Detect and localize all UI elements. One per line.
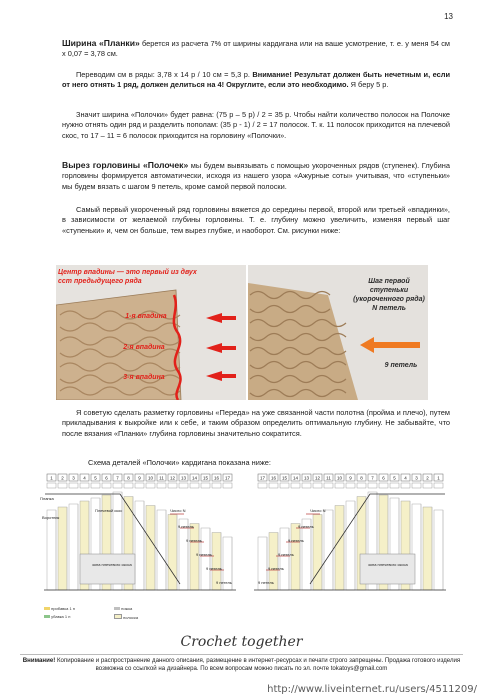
column-number-box [379,474,388,481]
column-number-box [401,474,410,481]
column-marker-box [113,483,122,488]
column-number-box [201,474,210,481]
column-number-box [258,474,267,481]
svg-text:7: 7 [371,475,374,481]
svg-text:3: 3 [415,475,418,481]
copyright-footer [20,657,463,673]
diagram-left-shoulder-label: Плечевой скос [95,508,123,513]
diagram-left-step-4: 9 петель [206,566,222,571]
column-number-box [168,474,177,481]
column-number-box [58,474,67,481]
column-number-box [423,474,432,481]
column-number-box [280,474,289,481]
stripe [423,507,432,590]
column-marker-box [390,483,399,488]
stripe [346,501,355,590]
short-rows-paragraph: Самый первый укороченный ряд горловины вяжется до середины первой, второй или третьей «впадинки», в зависимости от желаемой глубины горловины. Т. е. глубину можно увеличить, изменяя первый шаг «ступеньки» и, чем он больше, тем вырез глубже, и наоборот. См. рисунки ниже: [62,205,450,235]
column-marker-box [91,483,100,488]
svg-text:1: 1 [437,475,440,481]
column-marker-box [80,483,89,488]
svg-text:11: 11 [326,475,331,481]
stripe [168,515,177,591]
svg-text:12: 12 [169,475,176,481]
crochet-together-logo: Crochet together [180,634,303,650]
diagram-left-collar-label: Воротник [42,515,60,520]
column-number-box [368,474,377,481]
svg-text:2: 2 [61,475,64,481]
column-number-box [324,474,333,481]
stripe [58,507,67,590]
column-marker-box [280,483,289,488]
column-number-box [113,474,122,481]
diagram-right-step-4: 9 петель [268,566,284,571]
rows-tail: Я беру 5 р. [348,80,389,90]
stripe [434,510,443,590]
placket-body: берется из расчета 7% от ширины кардигана или на ваше усмотрение, т. е. у меня 54 см х 0,07 = 3,78 см. [62,39,450,59]
diagram-right-step-3: 9 петель [278,552,294,557]
hollow-label-3: 3-я впадина [123,374,165,381]
column-marker-box [346,483,355,488]
column-marker-box [313,483,322,488]
diagram-left-step-3: 9 петель [196,552,212,557]
diagram-right-svg [250,472,450,602]
svg-text:8: 8 [127,475,130,481]
knit-photo-left [56,265,246,400]
legend-item-dec [44,614,124,619]
front-diagram-right [250,472,450,607]
svg-text:14: 14 [191,475,198,481]
legend-leg-label: ножка [121,606,133,611]
column-number-box [102,474,111,481]
column-number-box [357,474,366,481]
stripe [201,528,210,590]
page-number: 13 [444,12,453,21]
column-marker-box [269,483,278,488]
column-marker-box [258,483,267,488]
column-number-box [291,474,300,481]
svg-text:5: 5 [94,475,97,481]
svg-text:16: 16 [270,475,277,481]
svg-text:10: 10 [147,475,154,481]
diagram-left-zone-label: зона плечевого скоса [92,562,132,567]
svg-text:9: 9 [138,475,141,481]
column-marker-box [179,483,188,488]
svg-text:4: 4 [404,475,407,481]
stripe [313,515,322,591]
column-marker-box [124,483,133,488]
rows-paragraph [62,70,450,91]
column-marker-box [157,483,166,488]
diagram-left-step-1: 9 петель [178,524,194,529]
column-marker-box [291,483,300,488]
svg-text:17: 17 [259,475,266,481]
column-number-box [313,474,322,481]
column-marker-box [357,483,366,488]
stripe [302,519,311,590]
svg-text:6: 6 [382,475,385,481]
right-photo-caption: Шаг первой ступеньки (укороченного ряда) N петель [353,278,425,312]
column-number-box [91,474,100,481]
column-marker-box [401,483,410,488]
svg-text:1: 1 [50,475,53,481]
column-marker-box [58,483,67,488]
hollow-label-2: 2-я впадина [123,344,165,351]
svg-text:17: 17 [224,475,231,481]
hollow-label-1: 1-я впадина [125,313,167,320]
svg-text:13: 13 [180,475,187,481]
front-width-paragraph: Значит ширина «Полочки» будет равна: (75 р – 5 р) / 2 = 35 р. Чтобы найти количество полосок на Полочке нужно отнять один ряд и разделить пополам: (35 р - 1) / 2 = 17 полосок. Т. к. 11 полосок приходится на плечевой скос, то 17 – 11 = 6 полосок приходится на горловину «Полочки». [62,110,450,140]
column-marker-box [379,483,388,488]
rows-text: Переводим см в ряды: 3,78 х 14 р / 10 см = 5,3 р. [76,70,253,79]
svg-text:14: 14 [292,475,299,481]
diagram-left-placket-label: Планка [40,496,54,501]
column-number-box [335,474,344,481]
column-marker-box [368,483,377,488]
column-number-box [223,474,232,481]
neckline-paragraph [62,160,450,192]
diagram-right-step-5: 9 петель [258,580,274,585]
column-number-box [69,474,78,481]
legend-item-stripe [114,614,194,620]
stripe [69,504,78,590]
stripe [335,506,344,591]
svg-text:13: 13 [303,475,310,481]
column-marker-box [335,483,344,488]
column-marker-box [102,483,111,488]
column-number-box [80,474,89,481]
column-marker-box [168,483,177,488]
svg-text:11: 11 [159,475,164,481]
legend-stripe-label: полоска [123,615,139,620]
column-number-box [124,474,133,481]
column-number-box [412,474,421,481]
column-marker-box [434,483,443,488]
knit-photo-right [248,265,428,400]
footer-divider [20,654,463,655]
stripe [157,510,166,590]
diagram-left-step-2: 9 петель [186,538,202,543]
stripe [324,510,333,590]
column-marker-box [212,483,221,488]
svg-text:8: 8 [360,475,363,481]
column-number-box [390,474,399,481]
column-marker-box [412,483,421,488]
schema-title: Схема деталей «Полочки» кардигана показана ниже: [88,458,271,467]
svg-text:10: 10 [336,475,343,481]
svg-text:2: 2 [426,475,429,481]
column-marker-box [190,483,199,488]
legend-item-leg [114,606,194,611]
diagram-right-stepN: Число N [310,508,326,513]
column-number-box [146,474,155,481]
column-number-box [269,474,278,481]
column-number-box [47,474,56,481]
svg-text:15: 15 [202,475,209,481]
column-marker-box [47,483,56,488]
svg-text:3: 3 [72,475,75,481]
column-number-box [302,474,311,481]
column-marker-box [135,483,144,488]
neckline-body: мы будем вывязывать с помощью укороченных рядов (ступенек). Глубина горловины формируется автоматически, исходя из нашего узора «Ажурные соты» учитывая, что «ступеньки» мы будем вязать с шагом 9 петель, кроме самой первой полоски. [62,161,450,191]
diagram-left-svg [40,472,240,602]
stripe [135,501,144,590]
column-marker-box [201,483,210,488]
column-marker-box [423,483,432,488]
shoulder-zone [360,554,415,584]
column-number-box [135,474,144,481]
legend-item-inc [44,606,124,611]
markup-advice-paragraph: Я советую сделать разметку горловины «Переда» на уже связанной части полотна (пройма и плечо), путем прикладывания к выкройке или к себе, и таким образом определить оптимальную глубину. Не забывайте, что после вязания «Планки» глубина горловины значительно сократится. [62,408,450,438]
svg-text:6: 6 [105,475,108,481]
front-diagram-left [40,472,240,607]
rows-warning: Внимание! Результат должен быть нечетным и, если от него отнять 1 ряд, должен делиться на 4! Округлите, если это необходимо. [62,70,450,90]
legend-dec-label: убавка 1 п [51,614,71,619]
column-number-box [179,474,188,481]
column-marker-box [146,483,155,488]
column-marker-box [324,483,333,488]
svg-text:7: 7 [116,475,119,481]
left-photo-caption: Центр впадины — это первый из двух сст предыдущего ряда [58,269,197,285]
svg-text:4: 4 [83,475,86,481]
diagram-right-step-1: 9 петель [298,524,314,529]
placket-heading: Ширина «Планки» [62,38,140,48]
column-marker-box [223,483,232,488]
column-marker-box [69,483,78,488]
column-marker-box [302,483,311,488]
neckline-heading: Вырез горловины «Полочек» [62,160,189,170]
diagram-right-step-2: 9 петель [288,538,304,543]
watermark-url: http://www.liveinternet.ru/users/4511209/ [267,684,477,695]
svg-text:9: 9 [349,475,352,481]
diagram-left-stepN: Число N [170,508,186,513]
footer-text: Копирование и распространение данного описания, размещение в интернет-ресурсах и печати строго запрещены. Продажа готового изделия возможна со ссылкой на дизайнера. По всем вопросам можно писать по эл. почте tokatoys@gmail.com [55,657,461,673]
shoulder-zone [80,554,135,584]
column-number-box [346,474,355,481]
column-number-box [434,474,443,481]
stripe [179,519,188,590]
diagram-right-zone-label: зона плечевого скоса [368,562,408,567]
legend-inc-label: прибавка 1 п [51,606,75,611]
svg-text:15: 15 [281,475,288,481]
column-number-box [190,474,199,481]
diagram-left-step-5: 9 петель [216,580,232,585]
placket-width-paragraph [62,38,450,60]
right-photo-step-label: 9 петель [384,362,418,369]
svg-text:12: 12 [314,475,321,481]
footer-warning: Внимание! [22,657,56,664]
column-number-box [212,474,221,481]
stripe [47,510,56,590]
svg-text:5: 5 [393,475,396,481]
svg-text:16: 16 [213,475,220,481]
stripe [146,506,155,591]
column-number-box [157,474,166,481]
